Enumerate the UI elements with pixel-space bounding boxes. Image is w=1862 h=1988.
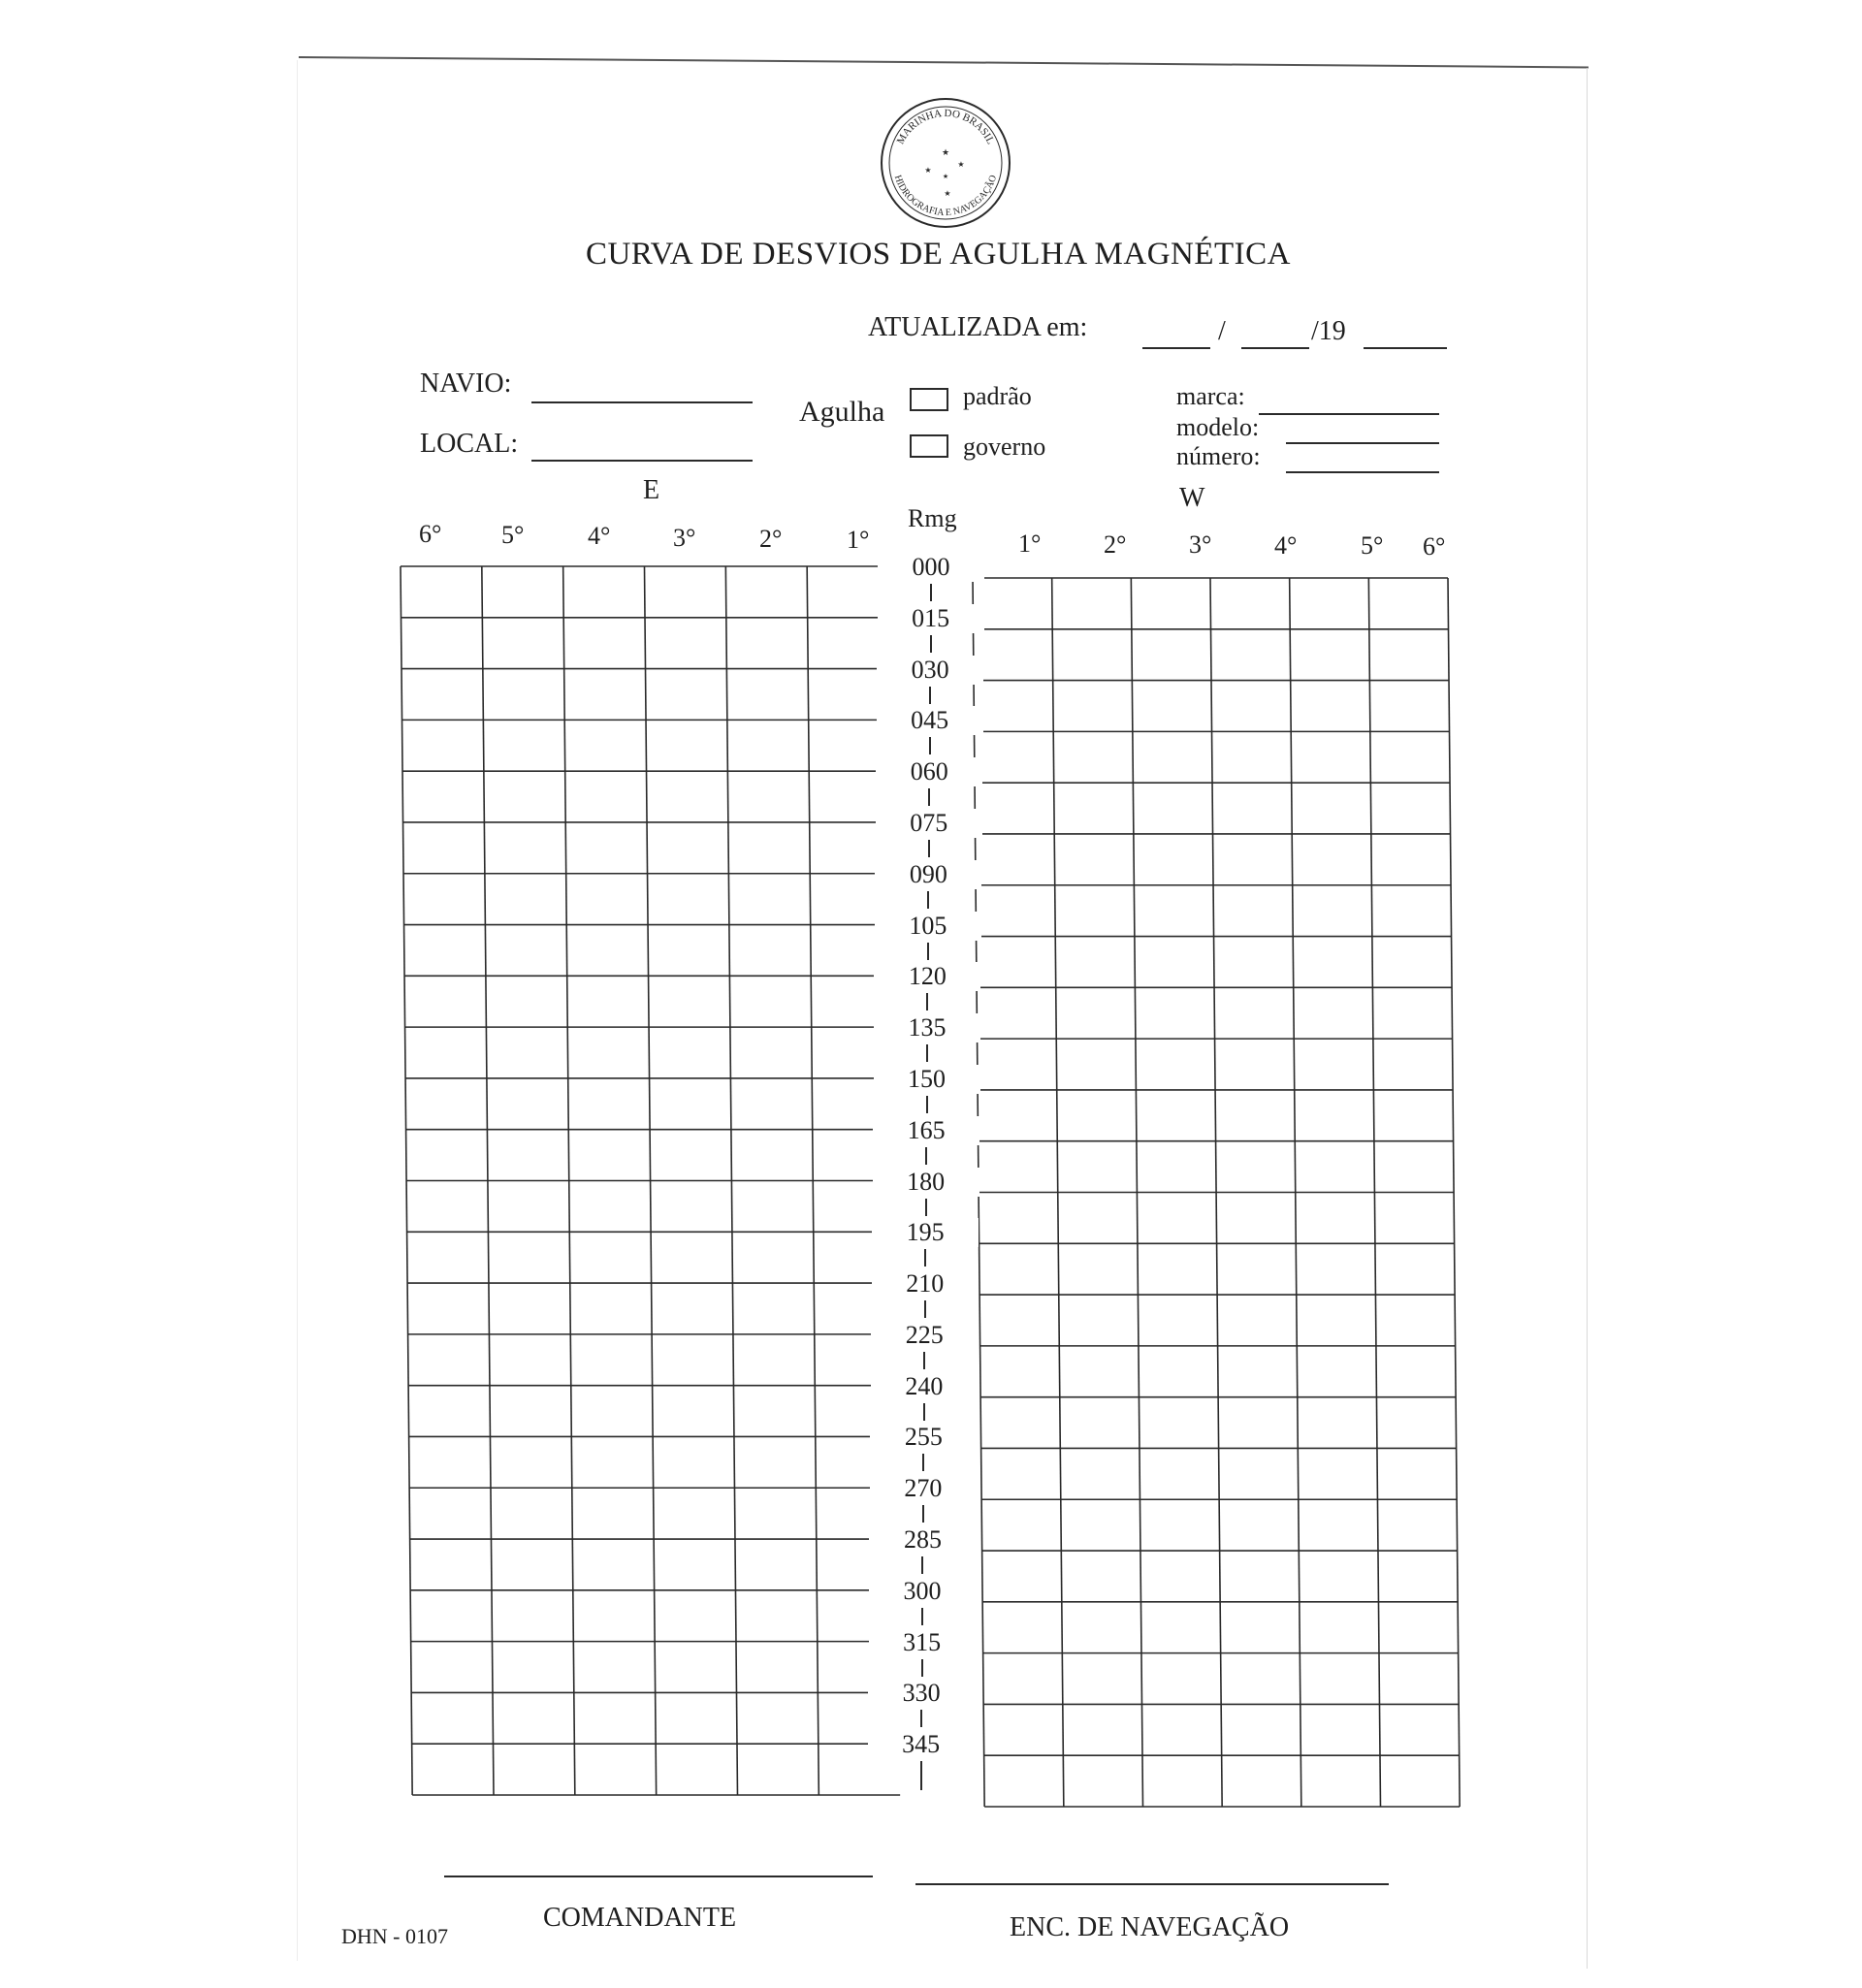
heading-tick	[926, 993, 928, 1010]
heading-label: 075	[876, 809, 982, 838]
heading-tick	[926, 1044, 928, 1062]
east-label: E	[643, 475, 660, 505]
heading-tick	[921, 1608, 923, 1625]
heading-label: 225	[871, 1321, 978, 1350]
heading-label: 030	[877, 656, 983, 685]
heading-tick	[930, 635, 932, 653]
heading-label: 300	[869, 1577, 976, 1606]
heading-label: 210	[872, 1269, 979, 1299]
marca-label: marca:	[1176, 382, 1245, 410]
heading-label: 255	[870, 1423, 977, 1452]
navy-seal	[878, 95, 1013, 231]
enc-signature-line[interactable]	[915, 1883, 1389, 1885]
svg-text:MARINHA DO BRASIL	[895, 108, 997, 146]
padrao-label: padrão	[963, 382, 1032, 410]
date-year-field[interactable]	[1364, 347, 1447, 349]
heading-label: 150	[874, 1065, 980, 1094]
governo-checkbox[interactable]	[910, 434, 948, 458]
heading-tick	[926, 1096, 928, 1113]
east-deviation-grid[interactable]	[401, 566, 900, 1795]
heading-label: 000	[878, 553, 984, 582]
heading-tick	[925, 1147, 927, 1165]
heading-label: 195	[872, 1218, 979, 1247]
sheet-right-edge	[1587, 68, 1588, 1969]
east-degree-label: 2°	[759, 524, 783, 553]
heading-tick	[922, 1505, 924, 1523]
heading-tick	[923, 1352, 925, 1369]
heading-label: 345	[868, 1730, 975, 1759]
heading-tick	[923, 1403, 925, 1421]
comandante-label: COMANDANTE	[543, 1903, 737, 1933]
west-grid-lines	[973, 578, 1460, 1807]
west-degree-label: 6°	[1423, 532, 1446, 561]
heading-tick	[920, 1761, 922, 1790]
east-degree-label: 4°	[588, 522, 611, 551]
heading-tick	[921, 1659, 923, 1677]
svg-text:★: ★	[941, 147, 950, 157]
svg-text:★: ★	[957, 160, 965, 169]
rmg-label: Rmg	[908, 504, 957, 532]
modelo-label: modelo:	[1176, 413, 1260, 441]
heading-tick	[930, 584, 932, 601]
svg-text:★: ★	[942, 173, 949, 180]
svg-text:★: ★	[924, 166, 932, 175]
form-code: DHN - 0107	[341, 1924, 448, 1948]
date-day-field[interactable]	[1142, 347, 1210, 349]
modelo-field[interactable]	[1286, 442, 1439, 444]
heading-label: 135	[874, 1013, 980, 1042]
heading-label: 015	[878, 604, 984, 633]
seal-text-top: MARINHA DO BRASIL	[894, 107, 997, 146]
seal-text-bottom: HIDROGRAFIA E NAVEGAÇÃO	[891, 174, 1000, 219]
east-degree-label: 3°	[673, 523, 696, 552]
east-degree-label: 5°	[501, 521, 525, 550]
governo-label: governo	[963, 433, 1046, 461]
comandante-signature-line[interactable]	[444, 1876, 873, 1877]
local-field[interactable]	[531, 460, 753, 462]
updated-label: ATUALIZADA em:	[868, 312, 1088, 342]
navio-label: NAVIO:	[420, 369, 512, 399]
navio-field[interactable]	[531, 401, 753, 403]
heading-label: 105	[875, 912, 981, 941]
heading-label: 330	[868, 1679, 975, 1708]
form-title: CURVA DE DESVIOS DE AGULHA MAGNÉTICA	[585, 237, 1292, 272]
heading-tick	[929, 737, 931, 754]
east-grid-lines	[401, 566, 900, 1795]
numero-field[interactable]	[1286, 471, 1439, 473]
east-degree-label: 1°	[847, 526, 870, 554]
heading-label: 090	[875, 860, 981, 889]
heading-tick	[924, 1300, 926, 1318]
heading-tick	[927, 891, 929, 909]
heading-label: 315	[869, 1628, 976, 1657]
heading-tick	[929, 687, 931, 704]
seal-emblem-icon	[878, 95, 1013, 231]
heading-tick	[928, 788, 930, 806]
marca-field[interactable]	[1259, 413, 1439, 415]
west-degree-label: 1°	[1018, 529, 1042, 558]
enc-navegacao-label: ENC. DE NAVEGAÇÃO	[1010, 1912, 1290, 1942]
heading-tick	[922, 1454, 924, 1471]
heading-tick	[920, 1710, 922, 1727]
local-label: LOCAL:	[420, 429, 519, 459]
date-month-field[interactable]	[1241, 347, 1309, 349]
sheet-left-edge	[297, 60, 298, 1961]
heading-tick	[924, 1249, 926, 1267]
padrao-checkbox[interactable]	[910, 388, 948, 411]
heading-label: 240	[871, 1372, 978, 1401]
heading-label: 060	[876, 757, 982, 786]
heading-label: 045	[877, 706, 983, 735]
sheet-top-edge	[299, 56, 1589, 68]
heading-tick	[921, 1556, 923, 1574]
heading-tick	[927, 943, 929, 960]
west-label: W	[1179, 483, 1205, 513]
heading-label: 285	[869, 1525, 976, 1555]
east-degree-label: 6°	[419, 520, 442, 548]
agulha-label: Agulha	[799, 396, 885, 428]
west-degree-label: 4°	[1274, 530, 1298, 560]
heading-tick	[925, 1199, 927, 1216]
heading-tick	[928, 840, 930, 857]
west-deviation-grid[interactable]	[973, 578, 1460, 1807]
west-degree-label: 3°	[1189, 530, 1212, 560]
heading-label: 180	[873, 1168, 979, 1197]
west-degree-label: 5°	[1361, 531, 1384, 561]
date-separator-2: /19	[1311, 316, 1346, 346]
heading-label: 120	[874, 962, 980, 991]
heading-label: 270	[870, 1474, 977, 1503]
heading-label: 165	[873, 1116, 979, 1145]
heading-scale	[878, 553, 984, 1809]
svg-text:★: ★	[944, 189, 951, 198]
numero-label: número:	[1176, 442, 1261, 470]
date-separator-1: /	[1218, 316, 1226, 346]
west-degree-label: 2°	[1104, 529, 1127, 559]
